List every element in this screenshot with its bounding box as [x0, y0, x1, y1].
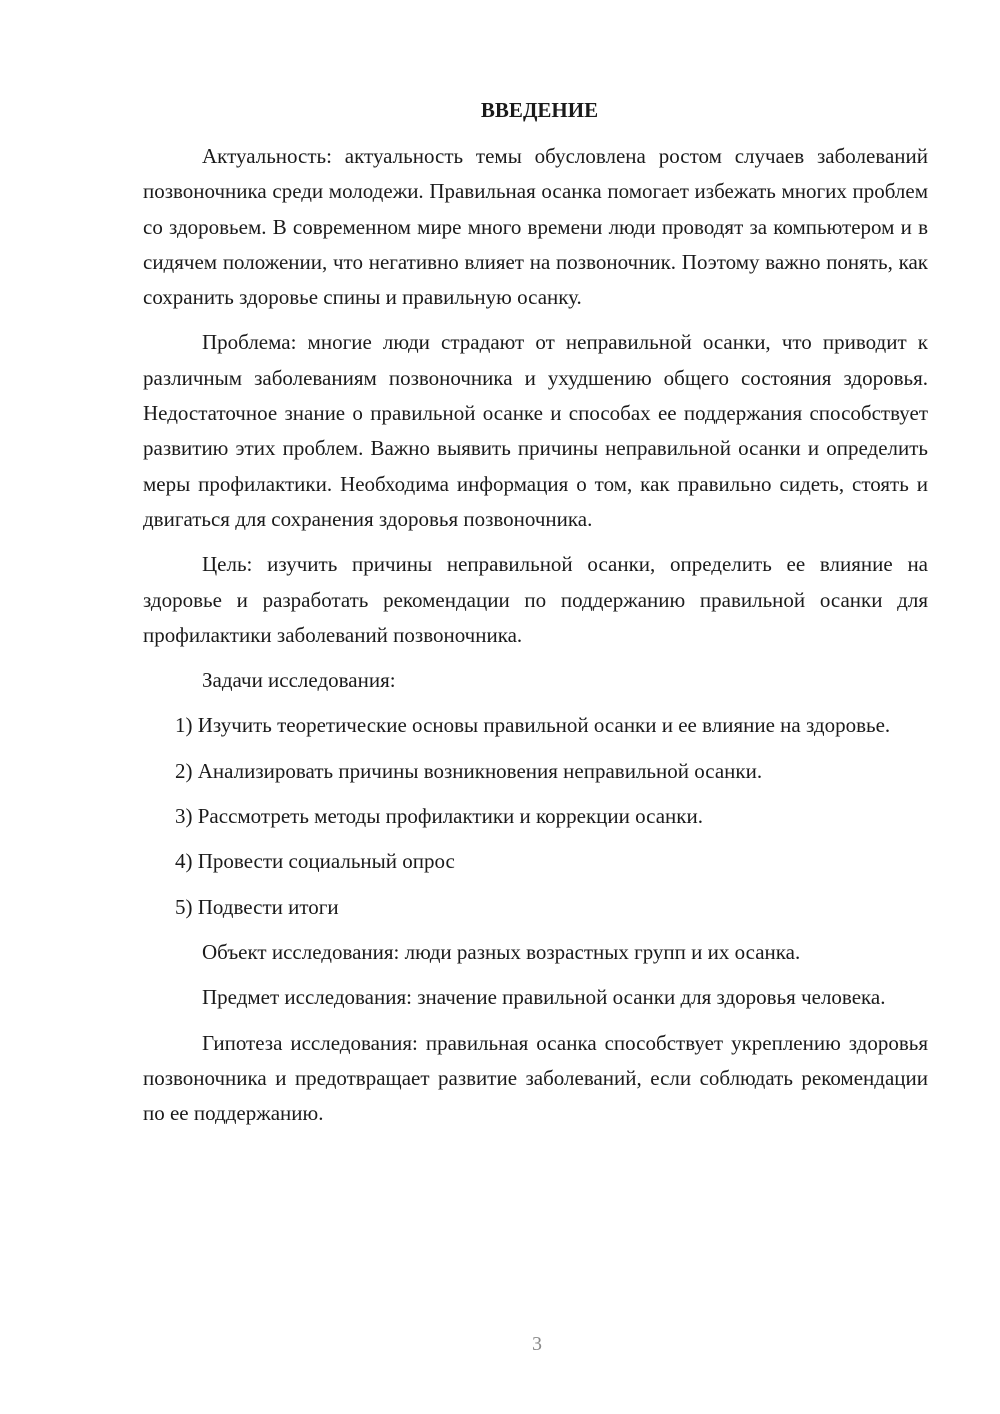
task-item-2: 2) Анализировать причины возникновения неправильной осанки.: [175, 758, 763, 783]
page-number: 3: [532, 1333, 542, 1355]
page-content: [143, 95, 928, 1141]
relevance-paragraph: Актуальность: актуальность темы обусловлена ростом случаев заболеваний позвоночника среди молодежи. Правильная осанка помогает избежать многих проблем со здоровьем. В современном мире много времени люди проводят за компьютером и в сидячем положении, что негативно влияет на позвоночник. Поэтому важно понять, как сохранить здоровье спины и правильную осанку.: [143, 144, 928, 310]
tasks-heading: Задачи исследования:: [202, 668, 396, 693]
goal-paragraph: Цель: изучить причины неправильной осанки, определить ее влияние на здоровье и разработать рекомендации по поддержанию правильной осанки для профилактики заболеваний позвоночника.: [143, 552, 928, 647]
task-item-5: 5) Подвести итоги: [175, 894, 339, 919]
problem-paragraph: Проблема: многие люди страдают от неправильной осанки, что приводит к различным заболеваниям позвоночника и ухудшению общего состояния здоровья. Недостаточное знание о правильной осанке и способах ее поддержания способствует развитию этих проблем. Важно выявить причины неправильной осанки и определить меры профилактики. Необходима информация о том, как правильно сидеть, стоять и двигаться для сохранения здоровья позвоночника.: [143, 330, 928, 531]
task-item-3: 3) Рассмотреть методы профилактики и коррекции осанки.: [175, 804, 703, 829]
hypothesis-paragraph: Гипотеза исследования: правильная осанка способствует укреплению здоровья позвоночника и предотвращает развитие заболеваний, если соблюдать рекомендации по ее поддержанию.: [143, 1030, 928, 1126]
task-item-4: 4) Провести социальный опрос: [175, 849, 455, 874]
task-item-1: 1) Изучить теоретические основы правильной осанки и ее влияние на здоровье.: [175, 713, 891, 738]
subject-paragraph: Предмет исследования: значение правильной осанки для здоровья человека.: [202, 985, 886, 1010]
page-title: ВВЕДЕНИЕ: [480, 98, 599, 122]
object-paragraph: Объект исследования: люди разных возрастных групп и их осанка.: [202, 939, 801, 964]
